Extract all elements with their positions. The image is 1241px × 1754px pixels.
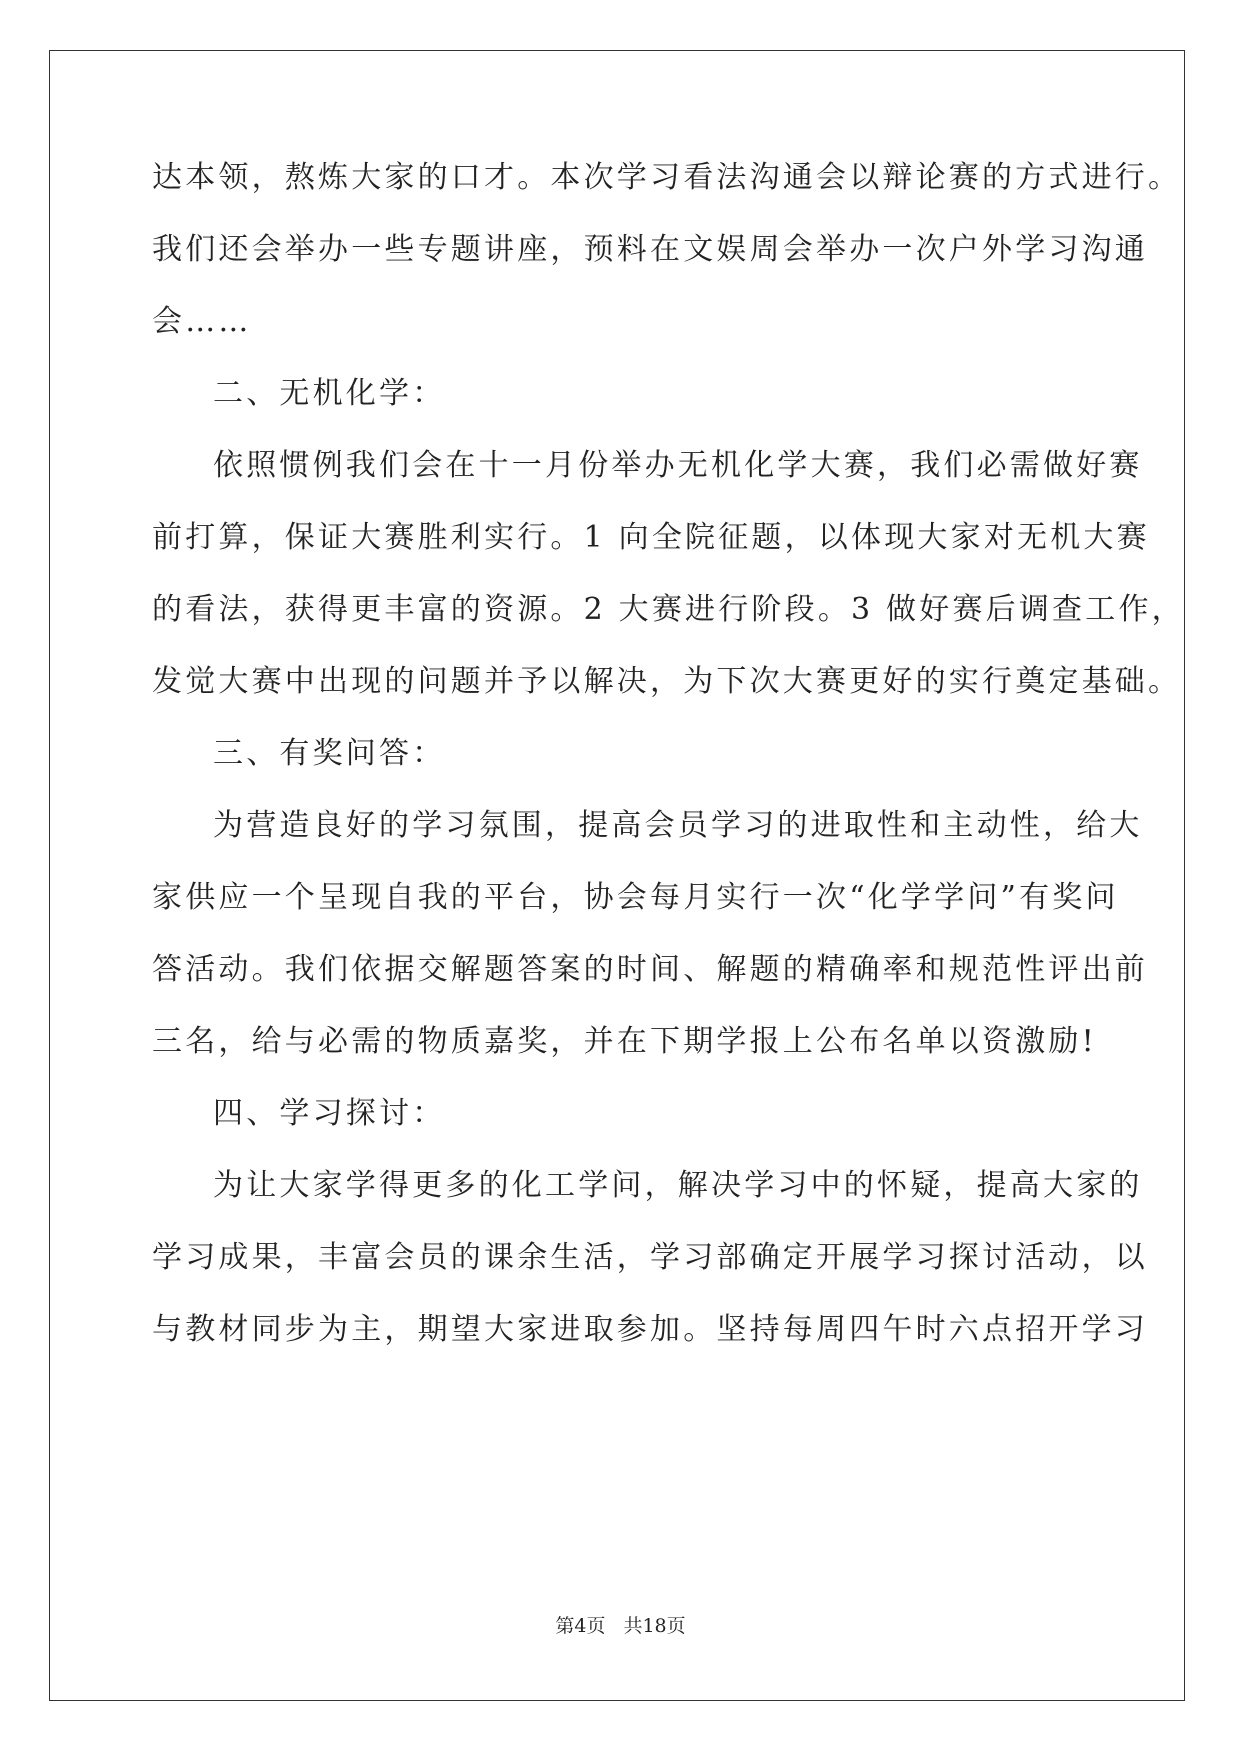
paragraph-line: 的看法，获得更丰富的资源。2 大赛进行阶段。3 做好赛后调查工作， bbox=[152, 592, 1185, 627]
paragraph-line: 依照惯例我们会在十一月份举办无机化学大赛，我们必需做好赛 bbox=[213, 448, 1143, 483]
section-heading-inorganic-chemistry: 二、无机化学： bbox=[213, 376, 446, 411]
paragraph-line: 会…… bbox=[152, 304, 252, 339]
section-heading-study-discussion: 四、学习探讨： bbox=[213, 1096, 446, 1131]
paragraph-line: 前打算，保证大赛胜利实行。1 向全院征题，以体现大家对无机大赛 bbox=[152, 520, 1150, 555]
section-heading-quiz: 三、有奖问答： bbox=[213, 736, 446, 771]
paragraph-line: 达本领，熬炼大家的口才。本次学习看法沟通会以辩论赛的方式进行。 bbox=[152, 160, 1182, 195]
paragraph-line: 我们还会举办一些专题讲座，预料在文娱周会举办一次户外学习沟通 bbox=[152, 232, 1148, 267]
paragraph-line: 家供应一个呈现自我的平台，协会每月实行一次“化学学问”有奖问 bbox=[152, 880, 1119, 915]
paragraph-line: 与教材同步为主，期望大家进取参加。坚持每周四午时六点招开学习 bbox=[152, 1312, 1148, 1347]
page-number-current: 第4页 bbox=[555, 1615, 606, 1637]
paragraph-line: 发觉大赛中出现的问题并予以解决，为下次大赛更好的实行奠定基础。 bbox=[152, 664, 1182, 699]
paragraph-line: 学习成果，丰富会员的课余生活，学习部确定开展学习探讨活动，以 bbox=[152, 1240, 1148, 1275]
paragraph-line: 为营造良好的学习氛围，提高会员学习的进取性和主动性，给大 bbox=[213, 808, 1143, 843]
page-border bbox=[49, 50, 1185, 1701]
paragraph-line: 三名，给与必需的物质嘉奖，并在下期学报上公布名单以资激励! bbox=[152, 1024, 1097, 1059]
page-footer bbox=[0, 1614, 1241, 1638]
paragraph-line: 为让大家学得更多的化工学问，解决学习中的怀疑，提高大家的 bbox=[213, 1168, 1143, 1203]
page-number-total: 共18页 bbox=[623, 1615, 686, 1637]
paragraph-line: 答活动。我们依据交解题答案的时间、解题的精确率和规范性评出前 bbox=[152, 952, 1148, 987]
